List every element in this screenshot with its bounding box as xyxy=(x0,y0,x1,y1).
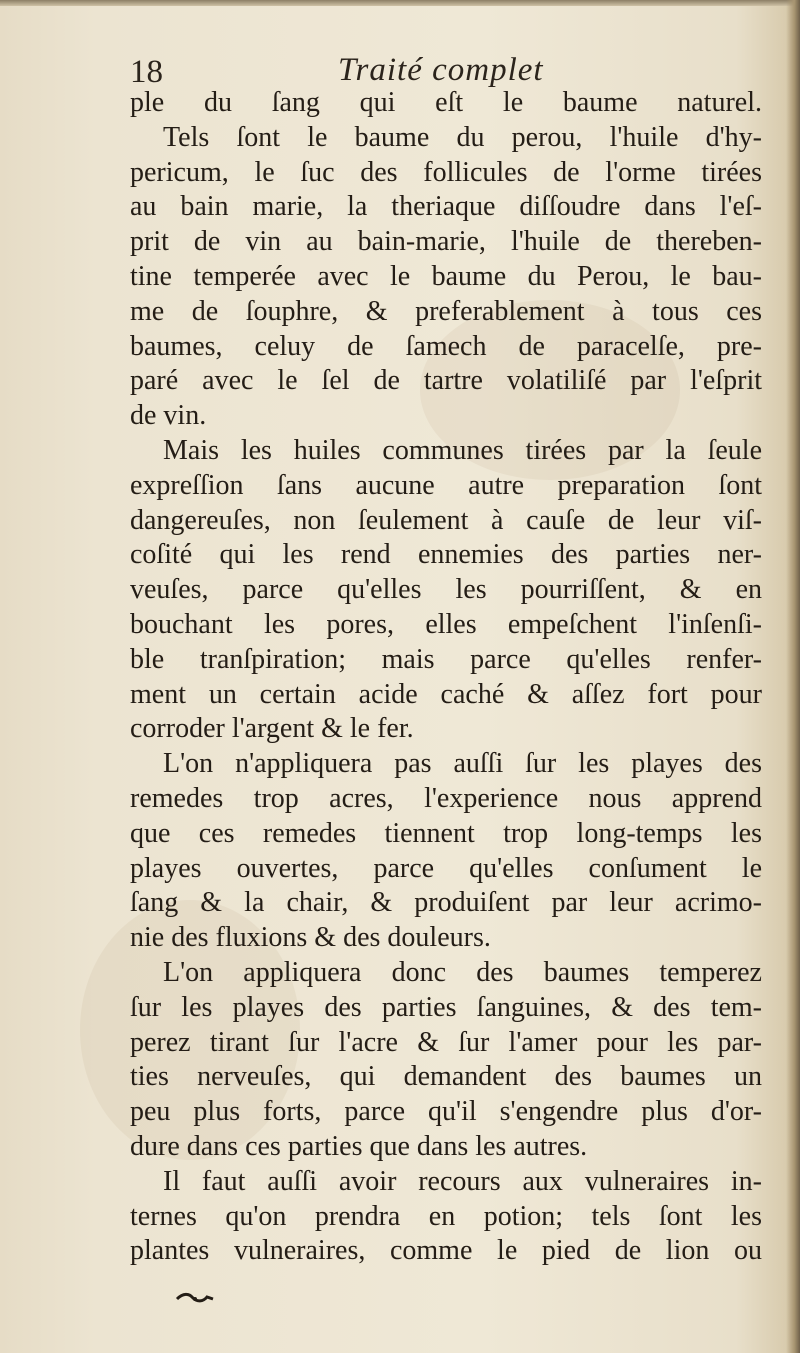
text-line: tine temperée avec le baume du Perou, le bau- xyxy=(130,260,762,292)
text-line: me de ſouphre, & preferablement à tous ces xyxy=(130,295,762,327)
text-line: plantes vulneraires, comme le pied de lion ou xyxy=(130,1235,762,1267)
text-line: nie des fluxions & des douleurs. xyxy=(130,922,491,954)
text-line: bouchant les pores, elles empeſchent l'inſenſi- xyxy=(130,608,762,640)
text-line: peu plus forts, parce qu'il s'engendre plus d'or- xyxy=(130,1096,762,1128)
text-line: ple du ſang qui eſt le baume naturel. xyxy=(130,87,762,118)
text-line: coſité qui les rend ennemies des parties ner- xyxy=(130,539,762,571)
text-line: ternes qu'on prendra en potion; tels ſont les xyxy=(130,1200,762,1232)
text-line: ſang & la chair, & produiſent par leur acrimo- xyxy=(130,887,762,919)
text-line: ſur les playes des parties ſanguines, & des tem- xyxy=(130,991,762,1023)
text-line: paré avec le ſel de tartre volatiliſé par l'eſprit xyxy=(130,365,762,397)
text-line: corroder l'argent & le fer. xyxy=(130,713,414,745)
text-line: remedes trop acres, l'experience nous apprend xyxy=(130,782,762,814)
text-line: ties nerveuſes, qui demandent des baumes un xyxy=(130,1061,762,1093)
text-line: playes ouvertes, parce qu'elles conſument le xyxy=(130,852,762,884)
running-title: Traité complet xyxy=(338,52,544,88)
page-top-edge xyxy=(0,0,800,6)
text-line: L'on appliquera donc des baumes temperez xyxy=(163,956,762,988)
body-text xyxy=(130,86,762,1269)
text-line: Mais les huiles communes tirées par la ſeule xyxy=(163,434,762,466)
text-line: Tels ſont le baume du perou, l'huile d'hy- xyxy=(163,121,762,153)
text-line: dure dans ces parties que dans les autres. xyxy=(130,1130,588,1162)
text-line: prit de vin au bain-marie, l'huile de thereben- xyxy=(130,226,762,258)
text-line: pericum, le ſuc des follicules de l'orme tirées xyxy=(130,156,762,188)
page-number: 18 xyxy=(130,54,163,90)
printer-flourish-icon xyxy=(175,1290,215,1306)
text-line: veuſes, parce qu'elles les pourriſſent, & en xyxy=(130,574,762,606)
text-line: Il faut auſſi avoir recours aux vulneraires in- xyxy=(163,1165,762,1197)
text-line: ble tranſpiration; mais parce qu'elles renfer- xyxy=(130,643,762,675)
text-line: que ces remedes tiennent trop long-temps les xyxy=(130,817,762,849)
page-right-edge xyxy=(786,0,800,1353)
text-line: perez tirant ſur l'acre & ſur l'amer pour les par- xyxy=(130,1026,762,1058)
text-line: ment un certain acide caché & aſſez fort pour xyxy=(130,678,762,710)
text-line: au bain marie, la theriaque diſſoudre dans l'eſ- xyxy=(130,191,762,223)
text-line: de vin. xyxy=(130,400,207,432)
text-line: baumes, celuy de ſamech de paracelſe, pre- xyxy=(130,330,762,362)
text-line: expreſſion ſans aucune autre preparation ſont xyxy=(130,469,762,501)
text-line: L'on n'appliquera pas auſſi ſur les playes des xyxy=(163,748,762,780)
text-line: dangereuſes, non ſeulement à cauſe de leur viſ- xyxy=(130,504,762,536)
